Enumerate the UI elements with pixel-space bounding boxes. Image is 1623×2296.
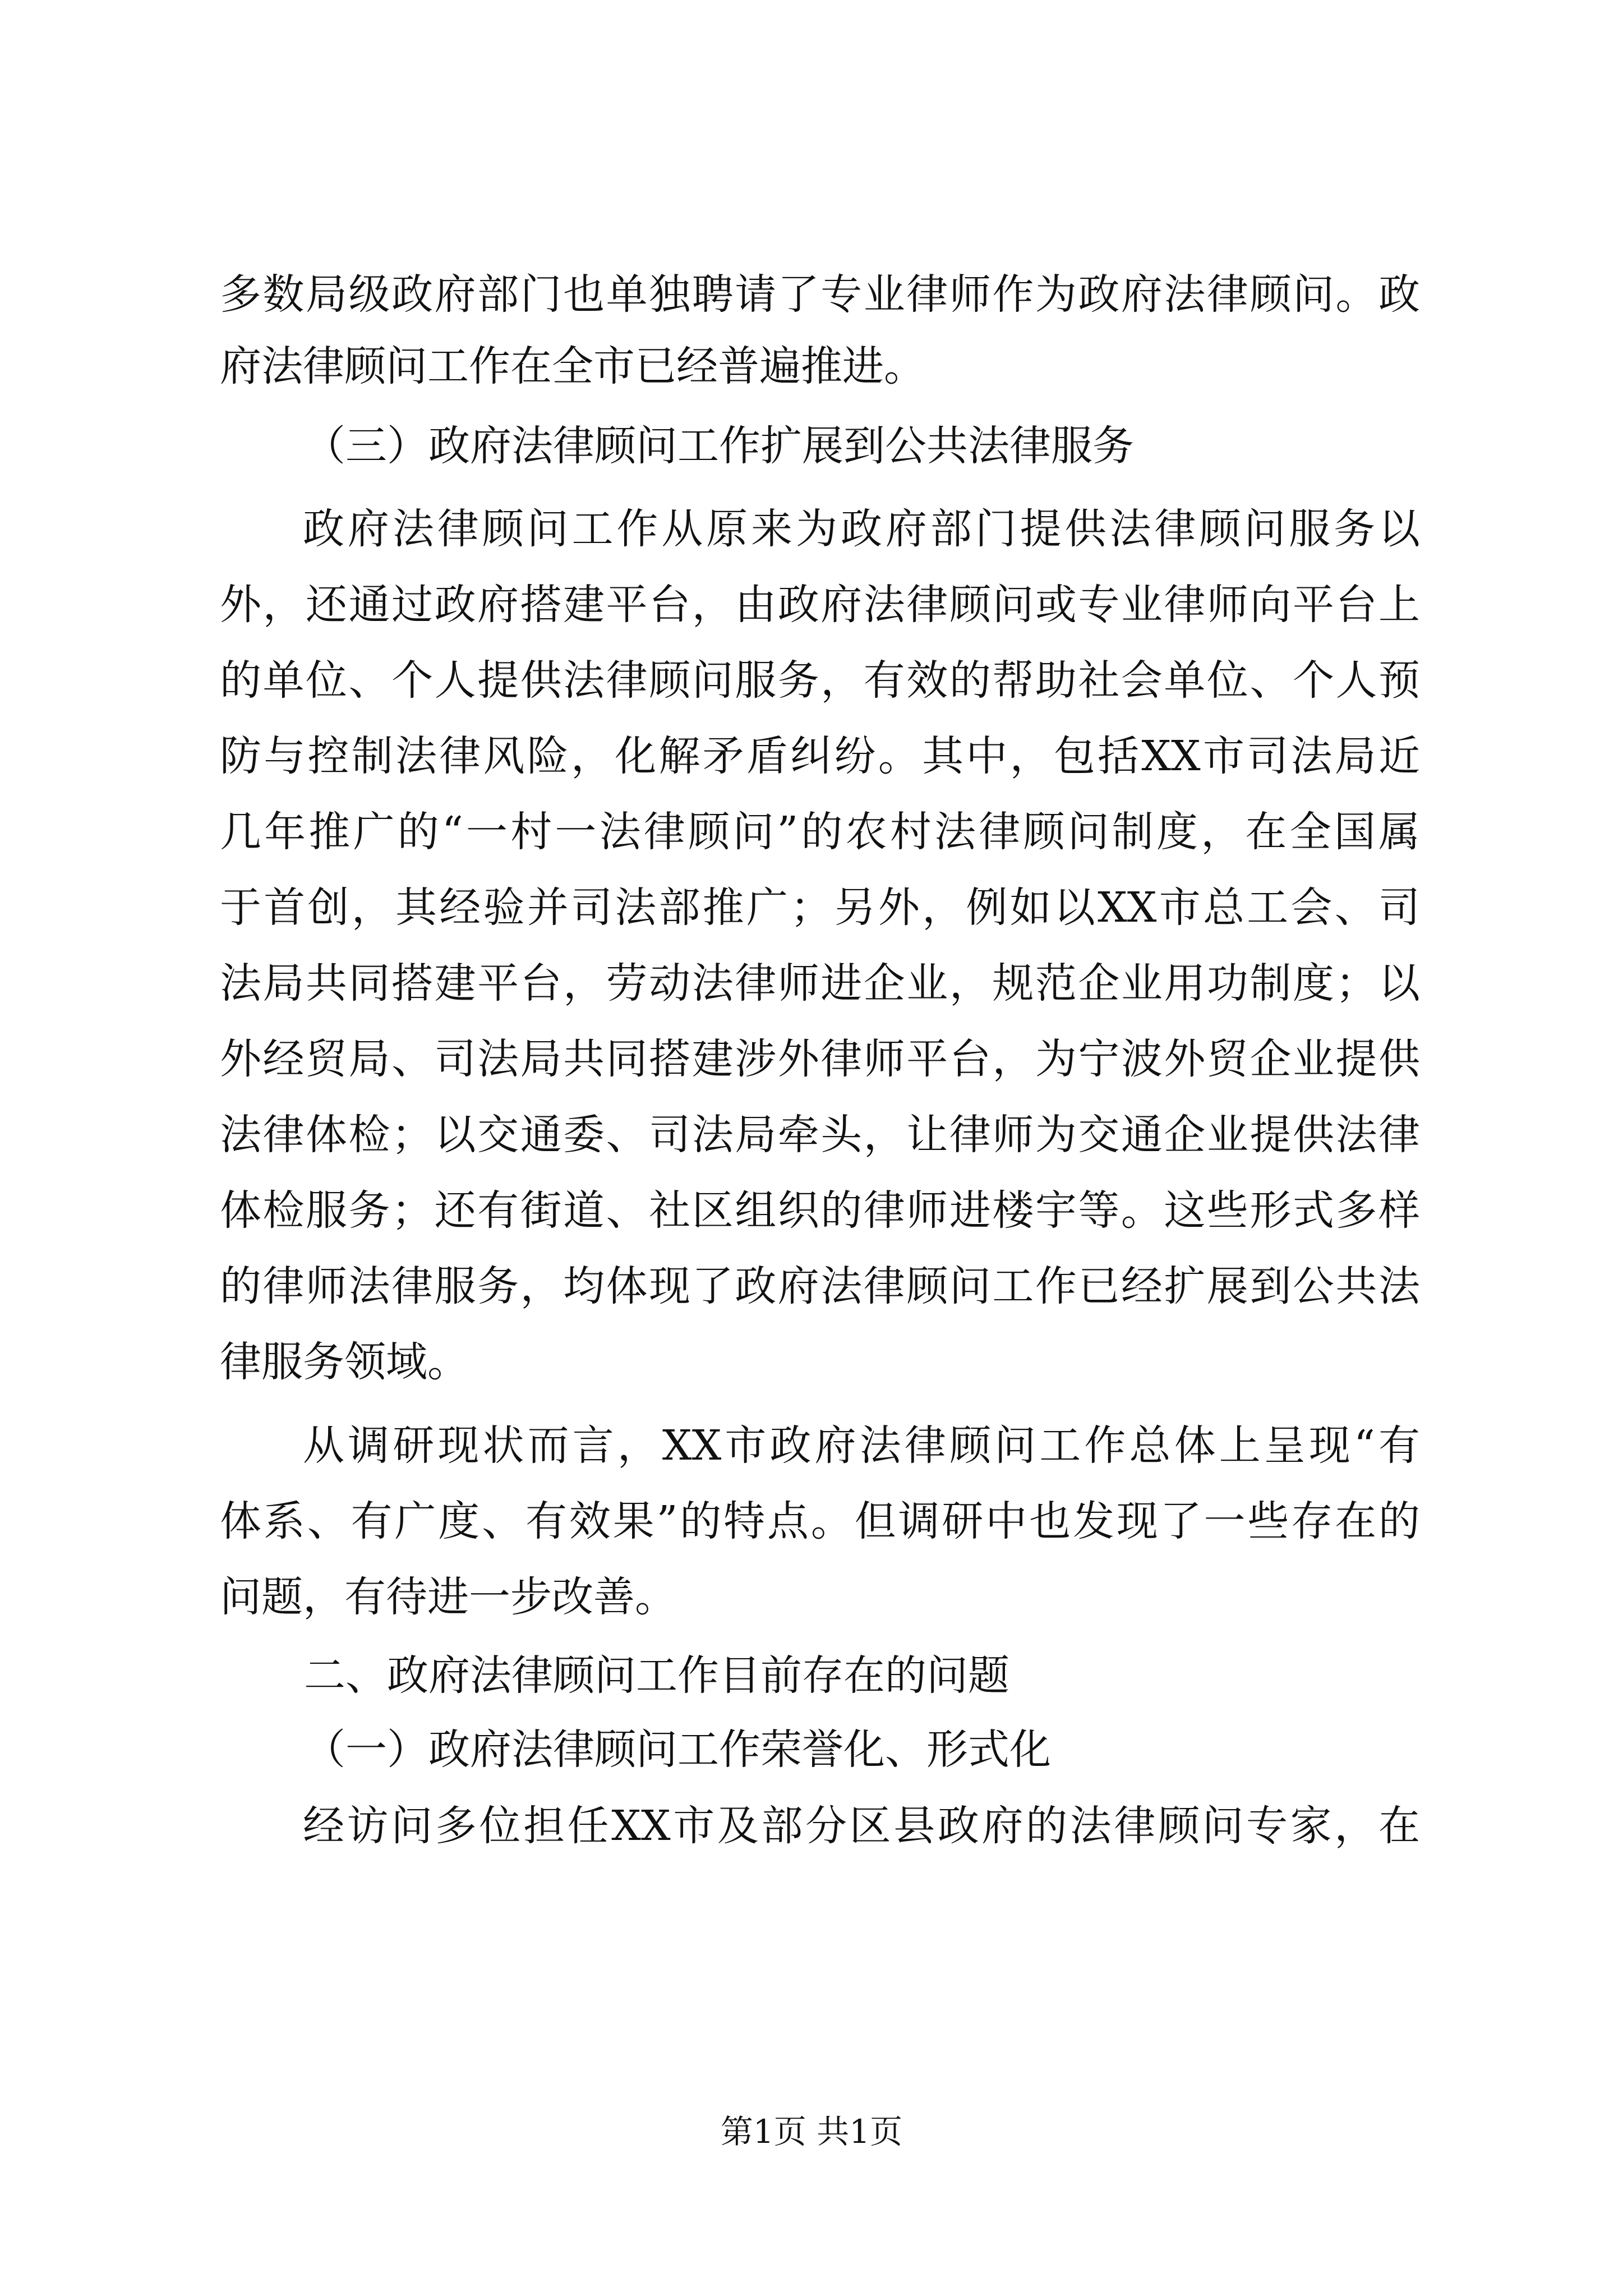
text-line: 律服务领域。 [220,1338,469,1386]
text-line: 外，还通过政府搭建平台，由政府法律顾问或专业律师向平台上 [220,581,1420,629]
text-line: 体检服务；还有街道、社区组织的律师进楼宇等。这些形式多样 [220,1186,1420,1235]
text-line: 政府法律顾问工作从原来为政府部门提供法律顾问服务以 [303,505,1420,553]
text-line: 的单位、个人提供法律顾问服务，有效的帮助社会单位、个人预 [220,656,1420,705]
text-line: 法局共同搭建平台，劳动法律师进企业，规范企业用功制度；以 [220,959,1420,1007]
text-line: 于首创，其经验并司法部推广；另外，例如以XX市总工会、司 [220,884,1420,932]
page-footer: 第1页 共1页 [720,2113,903,2151]
text-line: 法律体检；以交通委、司法局牵头，让律师为交通企业提供法律 [220,1111,1420,1159]
section-heading: 二、政府法律顾问工作目前存在的问题 [304,1651,1009,1700]
section-heading: （三）政府法律顾问工作扩展到公共法律服务 [304,422,1134,470]
text-line: 体系、有广度、有效果”的特点。但调研中也发现了一些存在的 [220,1497,1420,1545]
text-line: 外经贸局、司法局共同搭建涉外律师平台，为宁波外贸企业提供 [220,1035,1420,1083]
text-line: 多数局级政府部门也单独聘请了专业律师作为政府法律顾问。政 [220,270,1420,319]
text-line: 问题，有待进一步改善。 [220,1573,676,1621]
text-line: 从调研现状而言，XX市政府法律顾问工作总体上呈现“有 [303,1421,1420,1470]
text-line: 经访问多位担任XX市及部分区县政府的法律顾问专家，在 [303,1802,1420,1850]
section-heading: （一）政府法律顾问工作荣誉化、形式化 [304,1726,1051,1774]
text-line: 的律师法律服务，均体现了政府法律顾问工作已经扩展到公共法 [220,1262,1420,1310]
text-line: 府法律顾问工作在全市已经普遍推进。 [220,342,925,390]
text-line: 几年推广的“一村一法律顾问”的农村法律顾问制度，在全国属 [220,808,1420,856]
text-line: 防与控制法律风险，化解矛盾纠纷。其中，包括XX市司法局近 [220,732,1420,780]
